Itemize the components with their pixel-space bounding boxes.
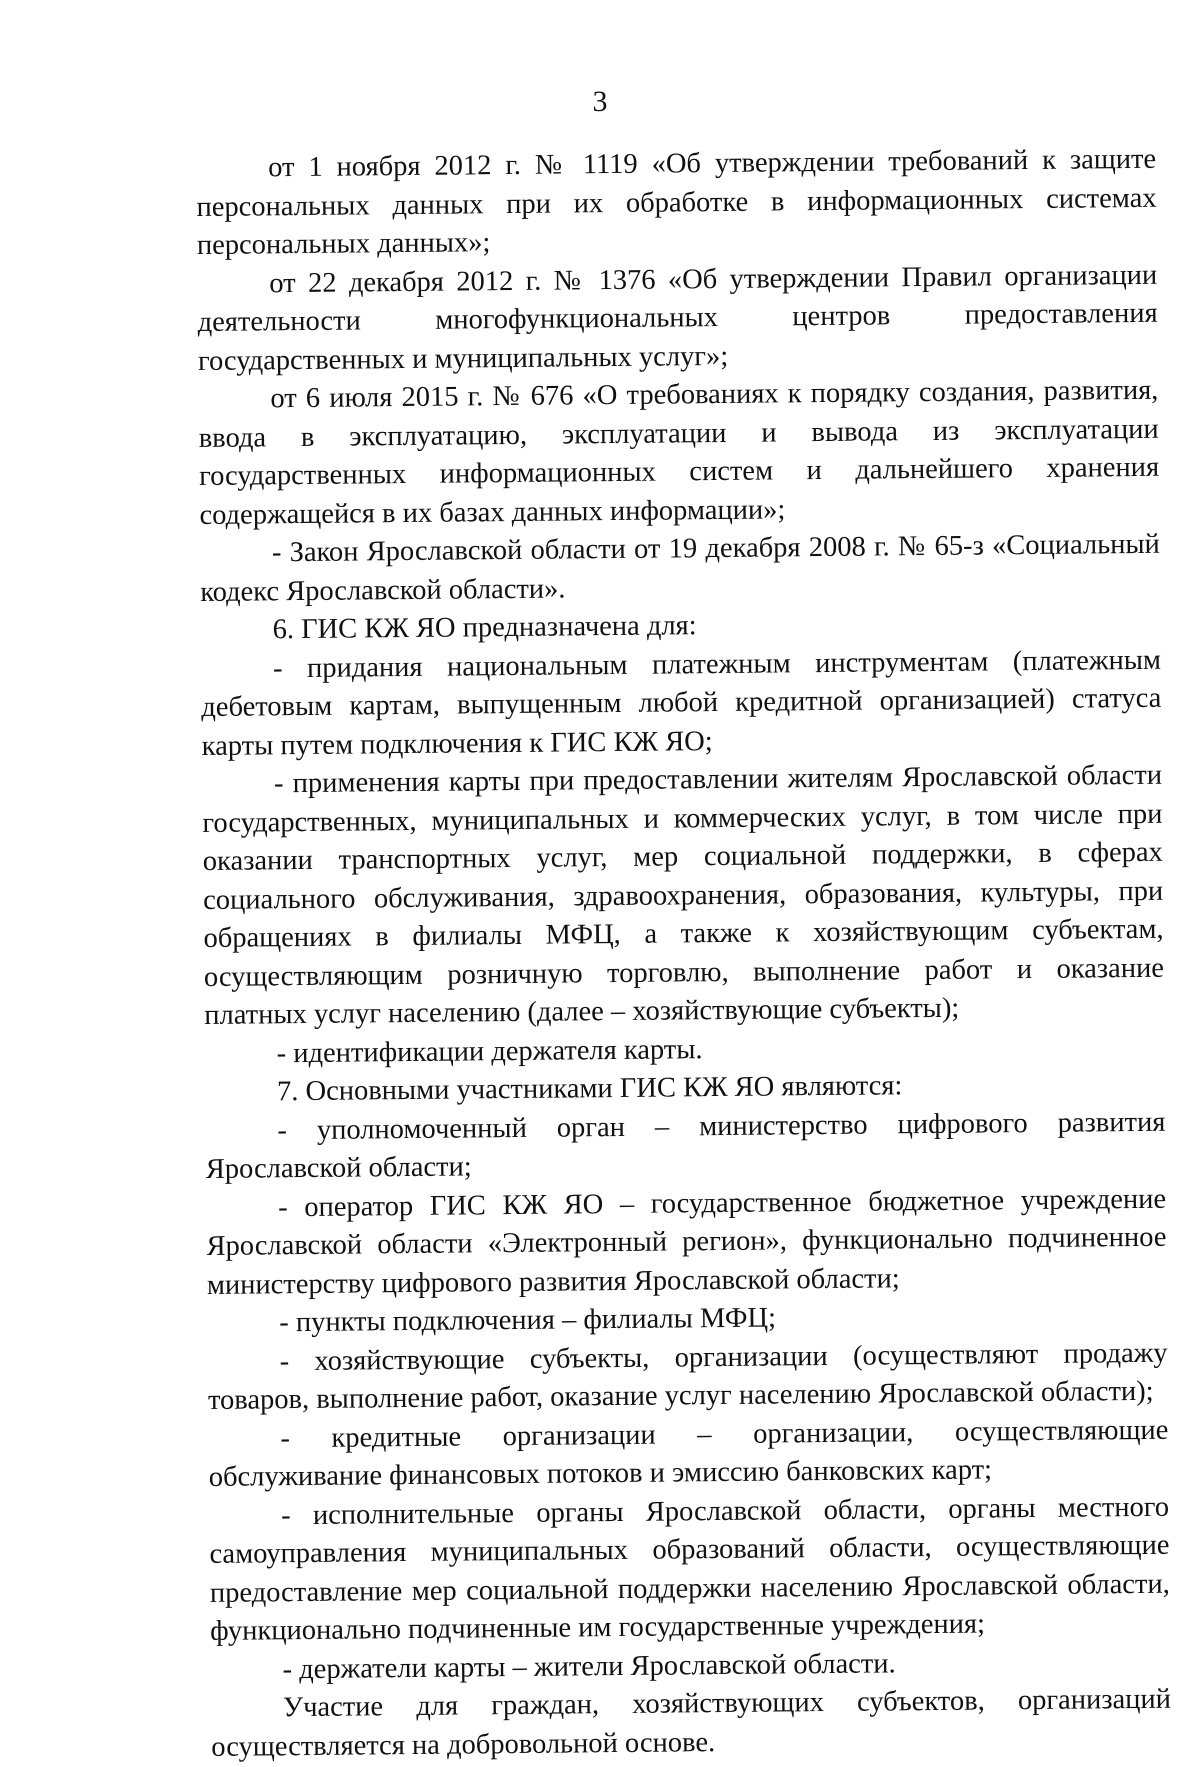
paragraph-holder-identification: - идентификации держателя карты. [276, 1033, 703, 1069]
paragraph-section-6-heading: 6. ГИС КЖ ЯО предназначена для: [272, 610, 697, 646]
paragraph-credit-organizations: - кредитные организации – организации, осуществляющие обслуживание финансовых потоков и эмиссию банковских карт; [208, 1414, 1169, 1493]
document-body [196, 141, 1171, 1767]
paragraph-operator: - оператор ГИС КЖ ЯО – государственное бюджетное учреждение Ярославской области «Электронный регион», функционально подчиненное министерству цифрового развития Ярославской области; [206, 1183, 1167, 1301]
paragraph-social-code-law: - Закон Ярославской области от 19 декабря 2008 г. № 65-з «Социальный кодекс Ярославской области». [200, 528, 1160, 608]
paragraph-executive-bodies: - исполнительные органы Ярославской области, органы местного самоуправления муниципальных образований области, осуществляющие предоставление мер социальной поддержки населению Ярославской области, функционально подчиненные им государственные учреждения; [209, 1491, 1170, 1647]
paragraph-voluntary-participation: Участие для граждан, хозяйствующих субъектов, организаций осуществляется на добровольной основе. [211, 1683, 1172, 1763]
paragraph-authorized-body: - уполномоченный орган – министерство цифрового развития Ярославской области; [205, 1106, 1166, 1185]
paragraph-card-holders: - держатели карты – жители Ярославской области. [282, 1647, 896, 1685]
paragraph-business-entities: - хозяйствующие субъекты, организации (осуществляют продажу товаров, выполнение работ, оказание услуг населению Ярославской области); [207, 1337, 1168, 1416]
paragraph-decree-676: от 6 июля 2015 г. № 676 «О требованиях к порядку создания, развития, ввода в эксплуатацию, эксплуатации и вывода из эксплуатации государственных информационных систем и дальнейшего хранения содержащейся в их базах данных информации»; [198, 374, 1160, 531]
page-number: 3 [592, 85, 608, 118]
paragraph-section-7-heading: 7. Основными участниками ГИС КЖ ЯО являются: [276, 1070, 903, 1108]
paragraph-decree-1119: от 1 ноября 2012 г. № 1119 «Об утверждении требований к защите персональных данных при их обработке в информационных системах персональных данных»; [196, 143, 1157, 261]
paragraph-payment-instruments: - придания национальным платежным инструментам (платежным дебетовым картам, выпущенным любой кредитной организацией) статуса карты путем подключения к ГИС КЖ ЯО; [201, 644, 1162, 762]
paragraph-card-application: - применения карты при предоставлении жителям Ярославской области государственных, муниципальных и коммерческих услуг, в том числе при оказании транспортных услуг, мер социальной поддержки, в сферах социального обслуживания, здравоохранения, образования, культуры, при обращениях в филиалы МФЦ, а также к хозяйствующим субъектам, осуществляющим розничную торговлю, выполнение работ и оказание платных услуг населению (далее – хозяйствующие субъекты); [202, 759, 1165, 1031]
paragraph-decree-1376: от 22 декабря 2012 г. № 1376 «Об утверждении Правил организации деятельности многофункциональных центров предоставления государственных и муниципальных услуг»; [197, 259, 1158, 377]
paragraph-connection-points: - пункты подключения – филиалы МФЦ; [279, 1302, 777, 1339]
